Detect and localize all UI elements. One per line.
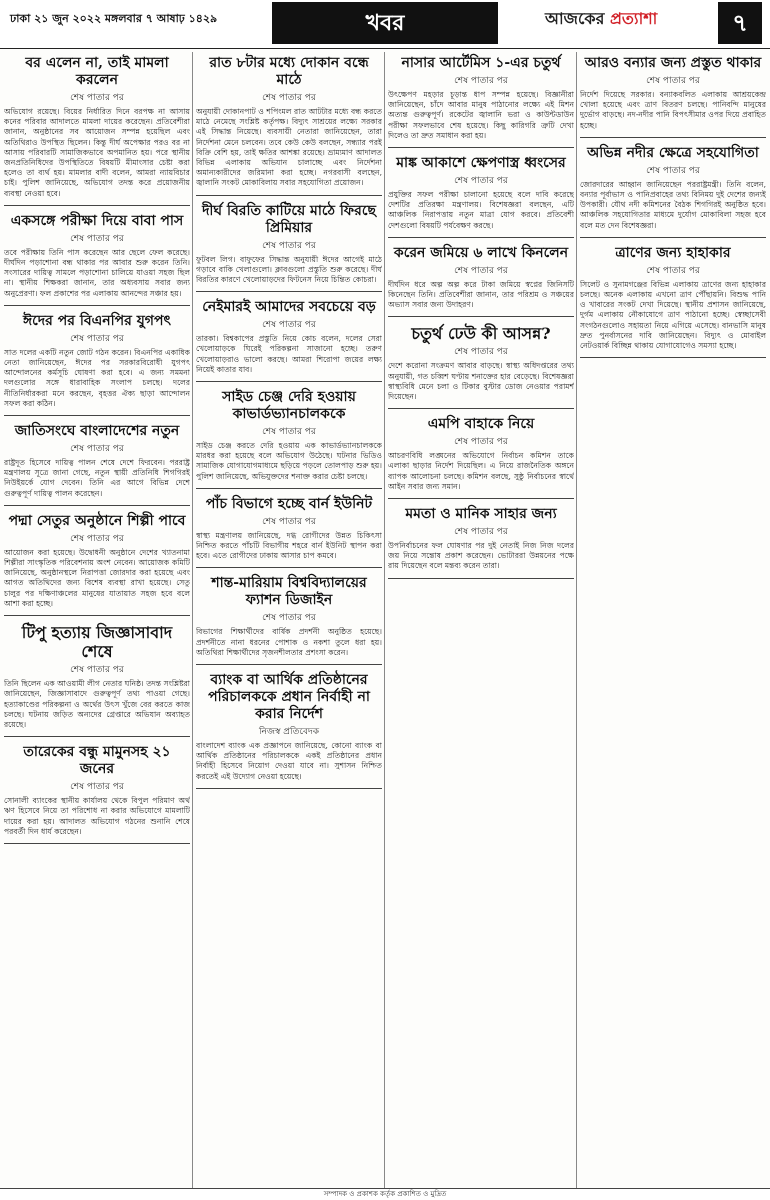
article-headline: পাঁচ বিভাগে হচ্ছে বার্ন ইউনিট — [205, 495, 373, 512]
article-continuation: শেষ পাতার পর — [70, 665, 124, 676]
article-body: প্রযুক্তির সফল পরীক্ষা চালানো হয়েছে বলে দাবি করেছে দেশটির প্রতিরক্ষা মন্ত্রণালয়। বিশেষজ্ঞরা বলছেন, এটি আঞ্চলিক নিরাপত্তায় নতুন মাত্রা যোগ করবে। প্রতিবেশী দেশগুলো বিষয়টি পর্যবেক্ষণ করছে। — [388, 190, 574, 230]
article-headline: বর এলেন না, তাই মামলা করলেন — [25, 55, 169, 88]
column-2 — [196, 52, 382, 1188]
page-header — [0, 0, 770, 49]
news-article — [388, 242, 574, 318]
article-continuation: শেষ পাতার পর — [70, 233, 124, 244]
dateline: ঢাকা ২১ জুন ২০২২ মঙ্গলবার ৭ আষাঢ় ১৪২৯ — [10, 12, 218, 25]
article-continuation: শেষ পাতার পর — [262, 516, 316, 527]
article-continuation: নিজস্ব প্রতিবেদক — [258, 727, 320, 738]
article-body: দীর্ঘদিন ধরে অল্প অল্প করে টাকা জমিয়ে স্বপ্নের জিনিসটি কিনেছেন তিনি। প্রতিবেশীরা জানান, তার পরিশ্রম ও সঞ্চয়ের অভ্যাস সবার জন্য উদাহরণ। — [388, 279, 574, 310]
article-body: নির্দেশ দিয়েছে সরকার। বন্যাকবলিত এলাকায় আশ্রয়কেন্দ্র খোলা হয়েছে এবং ত্রাণ বিতরণ চলছে। পানিবন্দি মানুষের দুর্ভোগ বাড়ছে। নদ-নদীর পানি বিপৎসীমার ওপর দিয়ে প্রবাহিত হচ্ছে। — [580, 90, 766, 130]
article-continuation: শেষ পাতার পর — [70, 782, 124, 793]
article-body: বিভাগের শিক্ষার্থীদের বার্ষিক প্রদর্শনী অনুষ্ঠিত হয়েছে। প্রদর্শনীতে নানা ধরনের পোশাক ও নকশা তুলে ধরা হয়। অতিথিরা শিক্ষার্থীদের সৃজনশীলতার প্রশংসা করেন। — [196, 627, 382, 657]
news-article — [196, 572, 382, 665]
news-article — [4, 420, 190, 506]
masthead-accent: প্রত্যাশা — [609, 9, 658, 28]
article-continuation: শেষ পাতার পর — [70, 533, 124, 544]
article-continuation: শেষ পাতার পর — [454, 347, 508, 358]
column-3 — [388, 52, 574, 1188]
article-continuation: শেষ পাতার পর — [262, 93, 316, 103]
article-body: সোনালী ব্যাংকের স্থানীয় কার্যালয় থেকে বিপুল পরিমাণ অর্থ ঋণ হিসেবে নিয়ে তা পরিশোধ না করার অভিযোগে মামলাটি দায়ের করা হয়। আদালত অভিযোগ গঠনের শুনানি শেষে পরবর্তী দিন ধার্য করেছেন। — [4, 796, 190, 836]
news-article — [4, 310, 190, 416]
column-rule — [192, 52, 193, 1188]
article-headline: একসঙ্গে পরীক্ষা দিয়ে বাবা পাস — [10, 212, 184, 229]
article-body: তবে পরীক্ষায় তিনি পাস করেছেন আর ছেলে ফেল করেছে। দীর্ঘদিন পড়াশোনা বন্ধ থাকার পর আবার শুরু করেন তিনি। সংসারের দায়িত্ব সামলে পড়াশোনা চালিয়ে যাওয়া সহজ ছিল না। স্থানীয় শিক্ষকরা জানান, তার অধ্যবসায় সবার জন্য অনুপ্রেরণা। ফল প্রকাশের পর এলাকায় আনন্দের সঞ্চার হয়। — [4, 247, 190, 298]
article-continuation: শেষ পাতার পর — [262, 320, 316, 331]
article-body: আয়োজন করা হয়েছে। উদ্বোধনী অনুষ্ঠানে দেশের খ্যাতনামা শিল্পীরা সাংস্কৃতিক পরিবেশনায় অংশ নেবেন। আয়োজক কমিটি জানিয়েছে, অনুষ্ঠানস্থলে নিরাপত্তা জোরদার করা হয়েছে এবং আগত অতিথিদের জন্য বিশেষ ব্যবস্থা রাখা হয়েছে। সেতু চালুর পর দক্ষিণাঞ্চলের মানুষের যাতায়াত সহজ হবে বলে আশা করা হচ্ছে। — [4, 547, 190, 608]
article-body: ফুটবল লিগ। বাফুফের সিদ্ধান্ত অনুযায়ী ঈদের আগেই মাঠে গড়াবে বাকি খেলাগুলো। ক্লাবগুলো প্রস্তুতি শুরু করেছে। দীর্ঘ বিরতির কারণে খেলোয়াড়দের ফিটনেস নিয়ে চিন্তিত কোচরা। — [196, 254, 382, 285]
news-article — [196, 52, 382, 196]
article-headline: রাত ৮টার মধ্যে দোকান বন্ধে মাঠে — [209, 55, 369, 88]
article-body: অভিযোগ রয়েছে। বিয়ের নির্ধারিত দিনে বরপক্ষ না আসায় কনের পরিবার আদালতে মামলা দায়ের করেছেন। প্রতিবেশীরা জানান, অনুষ্ঠানের সব আয়োজন সম্পন্ন হয়েছিল এবং অতিথিরাও উপস্থিত ছিলেন। কিন্তু দীর্ঘ অপেক্ষার পরও বর না আসায় পরিবারটি সামাজিকভাবে অপমানিত হয়। পরে স্থানীয় জনপ্রতিনিধিদের উপস্থিতিতে বিষয়টি মীমাংসার চেষ্টা করা হলেও তা ব্যর্থ হয়। মামলার বাদী বলেন, আমরা ন্যায়বিচার চাই। পুলিশ জানিয়েছে, অভিযোগ তদন্ত করে প্রয়োজনীয় ব্যবস্থা নেওয়া হবে। — [4, 107, 190, 198]
article-headline: শান্ত-মারিয়াম বিশ্ববিদ্যালয়ের ফ্যাশন ডিজাইন — [211, 575, 367, 609]
news-article — [4, 741, 190, 844]
masthead-main: আজকের — [545, 9, 605, 28]
news-article — [196, 386, 382, 489]
article-continuation: শেষ পাতার পর — [454, 176, 508, 187]
news-article — [388, 52, 574, 148]
news-article — [196, 493, 382, 569]
masthead-logo — [545, 6, 657, 33]
article-body: দেশে করোনা সংক্রমণ আবার বাড়ছে। স্বাস্থ্য অধিদপ্তরের তথ্য অনুযায়ী, গত চব্বিশ ঘণ্টায় শনাক্তের হার বেড়েছে। বিশেষজ্ঞরা স্বাস্থ্যবিধি মেনে চলা ও টিকার বুস্টার ডোজ নেওয়ার পরামর্শ দিয়েছেন। — [388, 361, 574, 402]
article-continuation: শেষ পাতার পর — [454, 265, 508, 276]
article-headline: পদ্মা সেতুর অনুষ্ঠানে শিল্পী পাবে — [8, 512, 186, 529]
article-continuation: শেষ পাতার পর — [262, 240, 316, 251]
article-continuation: শেষ পাতার পর — [646, 76, 700, 86]
news-article — [388, 152, 574, 238]
article-continuation: শেষ পাতার পর — [454, 437, 508, 448]
news-article — [388, 321, 574, 409]
article-body: তিনি ছিলেন এক আওয়ামী লীগ নেতার ঘনিষ্ঠ। তদন্ত সংশ্লিষ্টরা জানিয়েছেন, জিজ্ঞাসাবাদে গুরুত্বপূর্ণ তথ্য পাওয়া গেছে। হত্যাকাণ্ডের পরিকল্পনা ও অর্থের উৎস খুঁজে বের করতে কাজ চলছে। ঘটনায় জড়িত অন্যদের গ্রেপ্তারে অভিযান অব্যাহত রয়েছে। — [4, 679, 190, 729]
article-continuation: শেষ পাতার পর — [454, 527, 508, 538]
news-article — [196, 669, 382, 789]
article-headline: করেন জমিয়ে ৬ লাখে কিনলেন — [393, 244, 569, 261]
news-article — [580, 142, 766, 238]
article-body: আচরণবিধি লঙ্ঘনের অভিযোগে নির্বাচন কমিশন তাকে এলাকা ছাড়ার নির্দেশ দিয়েছিল। এ নিয়ে রাজনৈতিক অঙ্গনে ব্যাপক আলোচনা চলছে। কমিশন বলছে, সুষ্ঠু নির্বাচনের স্বার্থে আইন সবার জন্য সমান। — [388, 451, 574, 491]
section-title: খবর — [272, 2, 498, 44]
article-body: সাইড চেঞ্জ করতে দেরি হওয়ায় এক কাভার্ডভ্যানচালককে মারধর করা হয়েছে বলে অভিযোগ উঠেছে। ঘটনার ভিডিও সামাজিক যোগাযোগমাধ্যমে ছড়িয়ে পড়লে তোলপাড় শুরু হয়। পুলিশ জানিয়েছে, অভিযুক্তদের শনাক্ত করার চেষ্টা চলছে। — [196, 441, 382, 481]
article-body: সিলেট ও সুনামগঞ্জের বিভিন্ন এলাকায় ত্রাণের জন্য হাহাকার চলছে। অনেক এলাকায় এখনো ত্রাণ পৌঁছায়নি। বিশুদ্ধ পানি ও খাবারের সংকট দেখা দিয়েছে। স্থানীয় প্রশাসন জানিয়েছে, দুর্গম এলাকায় নৌকাযোগে ত্রাণ পাঠানো হচ্ছে। স্বেচ্ছাসেবী সংগঠনগুলোও সহায়তা নিয়ে এগিয়ে এসেছে। বানভাসি মানুষ দ্রুত পুনর্বাসনের দাবি জানিয়েছেন। বিদ্যুৎ ও মোবাইল নেটওয়ার্ক বিচ্ছিন্ন থাকায় যোগাযোগেও সমস্যা হচ্ছে। — [580, 279, 766, 351]
article-body: রাষ্ট্রদূত হিসেবে দায়িত্ব পালন শেষে দেশে ফিরবেন। পররাষ্ট্র মন্ত্রণালয় সূত্রে জানা গেছে, নতুন স্থায়ী প্রতিনিধি শিগগিরই নিউইয়র্কে যোগ দেবেন। তিনি এর আগে বিভিন্ন দেশে গুরুত্বপূর্ণ দায়িত্ব পালন করেছেন। — [4, 458, 190, 498]
news-article — [196, 200, 382, 293]
column-rule — [384, 52, 385, 1188]
article-headline: মমতা ও মানিক সাহার জন্য — [405, 506, 557, 523]
article-body: বাংলাদেশ ব্যাংক এক প্রজ্ঞাপনে জানিয়েছে, কোনো ব্যাংক বা আর্থিক প্রতিষ্ঠানের পরিচালককে একই প্রতিষ্ঠানের প্রধান নির্বাহী হিসেবে নিয়োগ দেওয়া যাবে না। সুশাসন নিশ্চিত করতেই এই উদ্যোগ নেওয়া হয়েছে। — [196, 741, 382, 781]
article-headline: নেইমারই আমাদের সবচেয়ে বড় — [202, 299, 376, 316]
article-continuation: শেষ পাতার পর — [646, 265, 700, 276]
article-continuation: শেষ পাতার পর — [262, 613, 316, 624]
article-headline: ঈদের পর বিএনপির যুগপৎ — [23, 312, 171, 329]
article-headline: মাঙ্ক আকাশে ক্ষেপণাস্ত্র ধ্বংসের — [396, 155, 566, 172]
news-article — [196, 296, 382, 382]
page-number: ৭ — [718, 2, 762, 44]
article-headline: টিপু হত্যায় জিজ্ঞাসাবাদ শেষে — [21, 623, 173, 662]
news-article — [580, 52, 766, 138]
article-headline: তারেকের বন্ধু মামুনসহ ২১ জনের — [23, 744, 171, 778]
article-headline: সাইড চেঞ্জ দেরি হওয়ায় কাভার্ডভ্যানচালককে — [222, 389, 356, 423]
article-headline: ত্রাণের জন্য হাহাকার — [615, 244, 731, 261]
article-continuation: শেষ পাতার পর — [646, 165, 700, 176]
article-body: অনুযায়ী দোকানপাট ও শপিংমল রাত আটটার মধ্যে বন্ধ করতে মাঠে নেমেছে সংশ্লিষ্ট কর্তৃপক্ষ। বিদ্যুৎ সাশ্রয়ের লক্ষ্যে সরকার এই সিদ্ধান্ত নিয়েছে। ব্যবসায়ী নেতারা জানিয়েছেন, তারা নির্দেশনা মেনে চলবেন। তবে কেউ কেউ বলছেন, সন্ধ্যার পরই বিক্রি বেশি হয়, তাই ক্ষতির আশঙ্কা রয়েছে। ভ্রাম্যমাণ আদালত বিভিন্ন এলাকায় অভিযান চালাচ্ছে এবং নির্দেশনা অমান্যকারীদের জরিমানা করা হচ্ছে। নগরবাসী বলছেন, জ্বালানি সংকট মোকাবিলায় সবার সহযোগিতা প্রয়োজন। — [196, 107, 382, 188]
article-body: উৎক্ষেপণ মহড়ার চূড়ান্ত ধাপ সম্পন্ন হয়েছে। বিজ্ঞানীরা জানিয়েছেন, চাঁদে আবার মানুষ পাঠানোর লক্ষ্যে এই মিশন অত্যন্ত গুরুত্বপূর্ণ। রকেটের জ্বালানি ভরা ও কাউন্টডাউন পরীক্ষা সফলভাবে শেষ হয়েছে। কিছু কারিগরি ত্রুটি দেখা দিলেও তা দ্রুত সমাধান করা হয়। — [388, 90, 574, 140]
column-rule — [576, 52, 577, 1188]
article-headline: চতুর্থ ঢেউ কী আসন্ন? — [411, 324, 551, 344]
article-continuation: শেষ পাতার পর — [70, 333, 124, 344]
column-4 — [580, 52, 766, 1188]
news-article — [388, 503, 574, 579]
article-headline: অভিন্ন নদীর ক্ষেত্রে সহযোগিতা — [587, 144, 759, 161]
article-headline: দীর্ঘ বিরতি কাটিয়ে মাঠে ফিরছে প্রিমিয়ার — [202, 202, 376, 236]
news-article — [4, 510, 190, 616]
news-article — [4, 620, 190, 737]
article-continuation: শেষ পাতার পর — [70, 93, 124, 103]
article-body: জোরদারের আহ্বান জানিয়েছেন পররাষ্ট্রমন্ত্রী। তিনি বলেন, বন্যার পূর্বাভাস ও পানিপ্রবাহের তথ্য বিনিময় দুই দেশের জন্যই উপকারী। যৌথ নদী কমিশনের বৈঠক শিগগিরই অনুষ্ঠিত হবে। আঞ্চলিক সহযোগিতার মাধ্যমে দুর্যোগ মোকাবিলা সহজ হবে বলে মত দেন বিশেষজ্ঞরা। — [580, 179, 766, 230]
article-headline: এমপি বাহাকে নিয়ে — [427, 416, 535, 433]
news-article — [580, 242, 766, 358]
article-headline: জাতিসংঘে বাংলাদেশের নতুন — [14, 423, 180, 440]
page-footer: সম্পাদক ও প্রকাশক কর্তৃক প্রকাশিত ও মুদ্রিত — [0, 1188, 770, 1200]
news-article — [4, 210, 190, 306]
news-article — [4, 52, 190, 206]
article-headline: আরও বন্যার জন্য প্রস্তুত থাকার — [584, 55, 762, 71]
article-body: স্বাস্থ্য মন্ত্রণালয় জানিয়েছে, দগ্ধ রোগীদের উন্নত চিকিৎসা নিশ্চিত করতে পাঁচটি বিভাগীয় শহরে বার্ন ইউনিট স্থাপন করা হবে। এতে রোগীদের ঢাকায় আসার চাপ কমবে। — [196, 530, 382, 561]
article-body: সাত দলের একটি নতুন জোট গঠন করেন। বিএনপির একাধিক নেতা জানিয়েছেন, ঈদের পর সরকারবিরোধী যুগপৎ আন্দোলনের কর্মসূচি ঘোষণা করা হবে। এ জন্য সমমনা দলগুলোর সঙ্গে ধারাবাহিক সংলাপ চলছে। দলের নীতিনির্ধারকরা মনে করছেন, বৃহত্তর ঐক্য ছাড়া আন্দোলন সফল করা কঠিন। — [4, 347, 190, 408]
article-continuation: শেষ পাতার পর — [454, 76, 508, 86]
news-article — [388, 413, 574, 499]
article-headline: ব্যাংক বা আর্থিক প্রতিষ্ঠানের পরিচালককে প্রধান নির্বাহী না করার নির্দেশ — [208, 672, 370, 723]
article-continuation: শেষ পাতার পর — [262, 427, 316, 438]
column-1 — [4, 52, 190, 1188]
article-body: তারকা। বিশ্বকাপের প্রস্তুতি নিয়ে কোচ বলেন, দলের সেরা খেলোয়াড়কে ঘিরেই পরিকল্পনা সাজানো হচ্ছে। তরুণ খেলোয়াড়রাও ভালো করছে। আমরা শিরোপা জয়ের লক্ষ্য নিয়েই কাতার যাব। — [196, 334, 382, 374]
article-headline: নাসার আর্টেমিস ১-এর চতুর্থ — [401, 55, 561, 71]
article-body: উপনির্বাচনের ফল ঘোষণার পর দুই নেতাই নিজ নিজ দলের জয় নিয়ে সন্তোষ প্রকাশ করেছেন। ভোটাররা উন্নয়নের পক্ষে রায় দিয়েছেন বলে মন্তব্য করেন তারা। — [388, 541, 574, 571]
article-continuation: শেষ পাতার পর — [70, 444, 124, 455]
